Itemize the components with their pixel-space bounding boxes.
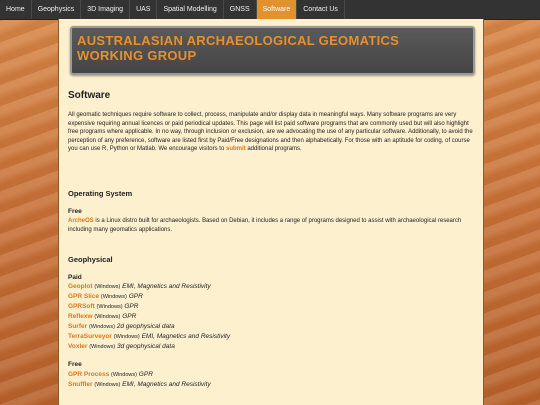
software-entry-reflexw bbox=[68, 312, 136, 322]
software-description: EMI, Magnetics and Resistivity bbox=[141, 333, 231, 340]
software-description: GPR bbox=[124, 303, 139, 310]
nav-geophysics[interactable]: Geophysics bbox=[32, 0, 82, 19]
platform-label: (Windows) bbox=[94, 284, 121, 290]
platform-label: (Windows) bbox=[111, 372, 137, 378]
geoplot-link[interactable]: Geoplot bbox=[68, 283, 93, 290]
surfer-link[interactable]: Surfer bbox=[68, 323, 88, 330]
software-entry-geoplot bbox=[68, 282, 211, 292]
platform-label: (Windows) bbox=[113, 334, 140, 340]
software-description: EMI, Magnetics and Resistivity bbox=[122, 283, 211, 290]
submit-link[interactable]: submit bbox=[225, 146, 246, 153]
archeos-description: is a Linux distro built for archaeologists. Based on Debian, it includes a range of programs designed to assist with archaeological research including many geomatics applications. bbox=[68, 218, 462, 233]
site-title-line-2: WORKING GROUP bbox=[77, 48, 197, 63]
software-entry-gpr-slice bbox=[68, 292, 143, 302]
site-banner[interactable] bbox=[70, 26, 475, 75]
intro-paragraph bbox=[68, 111, 473, 154]
gpr-process-link[interactable]: GPR Process bbox=[68, 371, 110, 378]
site-title-line-1: AUSTRALASIAN ARCHAEOLOGICAL GEOMATICS bbox=[77, 33, 400, 48]
terrasurveyor-link[interactable]: TerraSurveyor bbox=[68, 333, 112, 340]
geo-paid-label: Paid bbox=[68, 274, 82, 281]
software-entry-surfer bbox=[68, 322, 175, 332]
snuffler-link[interactable]: Snuffler bbox=[68, 381, 93, 388]
software-entry-gpr-process bbox=[68, 370, 153, 380]
software-description: GPR bbox=[122, 313, 137, 320]
platform-label: (Windows) bbox=[89, 344, 116, 350]
software-entry-snuffler bbox=[68, 380, 211, 390]
archeos-link[interactable]: ArcheOS bbox=[68, 218, 94, 224]
nav-3d-imaging[interactable]: 3D Imaging bbox=[81, 0, 130, 19]
voxler-link[interactable]: Voxler bbox=[68, 343, 88, 350]
software-description: EMI, Magnetics and Resistivity bbox=[122, 381, 211, 388]
platform-label: (Windows) bbox=[94, 314, 121, 320]
gpr-slice-link[interactable]: GPR Slice bbox=[68, 293, 100, 300]
nav-software[interactable]: Software bbox=[257, 0, 298, 19]
platform-label: (Windows) bbox=[96, 304, 123, 310]
geo-free-label: Free bbox=[68, 361, 82, 368]
top-navigation bbox=[0, 0, 540, 20]
archeos-entry bbox=[68, 217, 473, 234]
platform-label: (Windows) bbox=[94, 382, 121, 388]
section-title-geophysical: Geophysical bbox=[68, 255, 113, 264]
software-description: GPR bbox=[128, 293, 143, 300]
nav-contact-us[interactable]: Contact Us bbox=[297, 0, 345, 19]
platform-label: (Windows) bbox=[88, 324, 115, 330]
intro-end-text: additional programs. bbox=[247, 146, 302, 153]
software-entry-gprsoft bbox=[68, 302, 138, 312]
section-title-operating-system: Operating System bbox=[68, 189, 133, 198]
platform-label: (Windows) bbox=[100, 294, 127, 300]
nav-spatial-modelling[interactable]: Spatial Modelling bbox=[157, 0, 223, 19]
software-description: 3d geophysical data bbox=[117, 343, 175, 350]
software-description: GPR bbox=[138, 371, 153, 378]
content-page bbox=[58, 19, 484, 405]
os-free-label: Free bbox=[68, 208, 82, 215]
site-title bbox=[77, 33, 467, 63]
gprsoft-link[interactable]: GPRSoft bbox=[68, 303, 95, 310]
software-description: 2d geophysical data bbox=[116, 323, 175, 330]
intro-text: All geomatic techniques require software to collect, process, manipulate and/or display data in meaningful ways. Many software programs are very expensive requiring annual licences or paid periodical updates. This page will list paid software programs that are commonly used but will also highlight free programs where applicable. In no way, through inclusion or exclusion, are we advocating the use of any particular software. Additionally, to avoid the perception of any preference, software are listed first by Paid/Free designations and then alphabetically. For those with an aptitude for coding, of course you can use R, Python or Matlab. We encourage visitors to bbox=[68, 112, 473, 153]
reflexw-link[interactable]: Reflexw bbox=[68, 313, 93, 320]
nav-uas[interactable]: UAS bbox=[130, 0, 157, 19]
software-entry-terrasurveyor bbox=[68, 332, 230, 342]
nav-home[interactable]: Home bbox=[0, 0, 32, 19]
page-title: Software bbox=[68, 90, 111, 101]
nav-gnss[interactable]: GNSS bbox=[224, 0, 257, 19]
software-entry-voxler bbox=[68, 342, 175, 352]
